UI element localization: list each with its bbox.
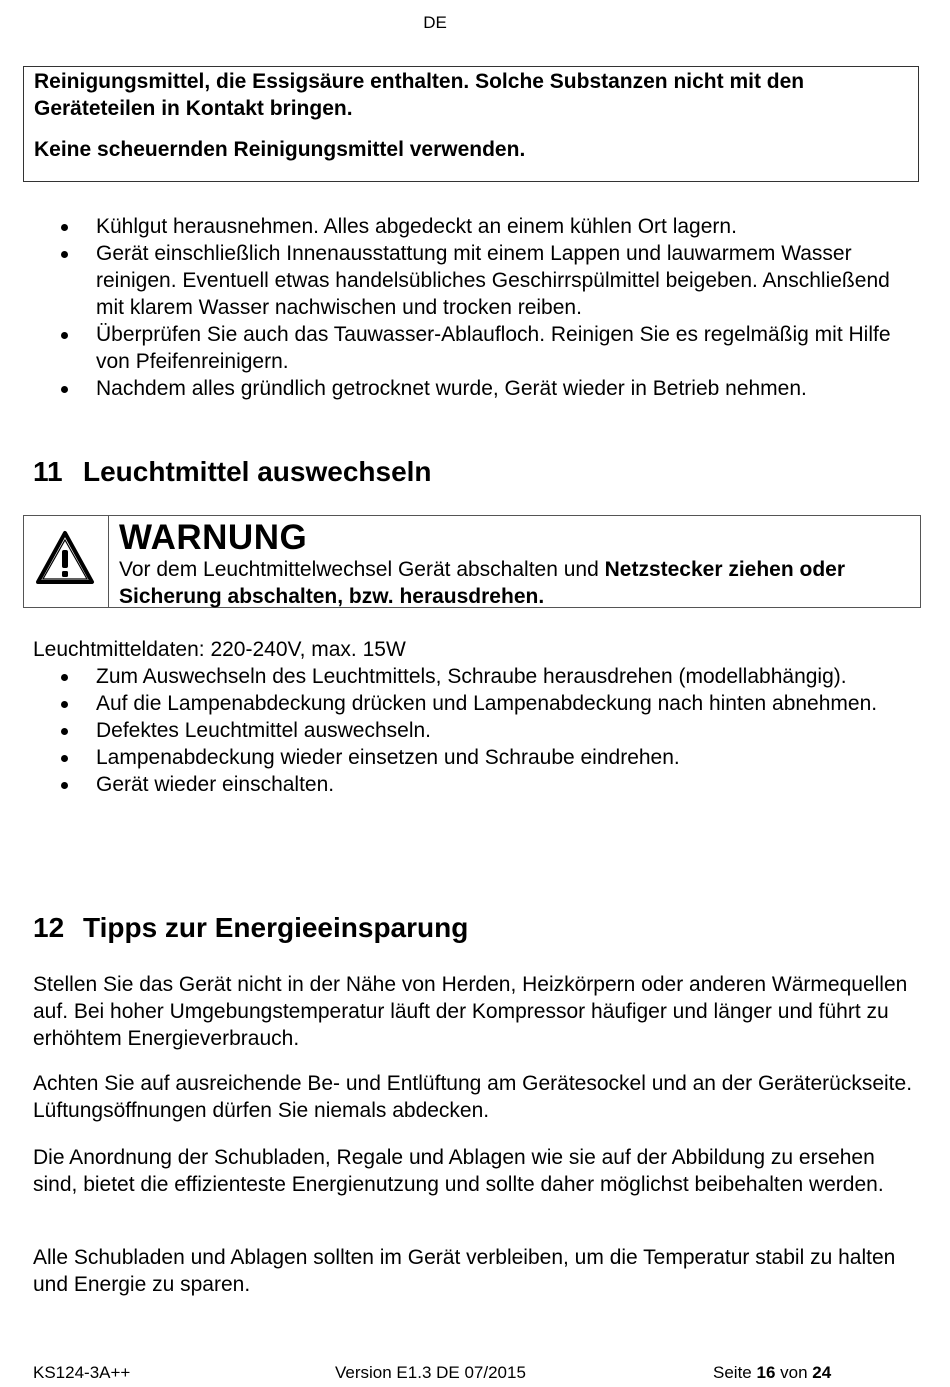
paragraph: Stellen Sie das Gerät nicht in der Nähe von Herden, Heizkörpern oder anderen Wärmequellen auf. Bei hoher Umgebungstemperatur läuft der Kompressor häufiger und länger und führt zu erhöhtem Energieverbrauch. [33, 973, 908, 1050]
list-item: Defektes Leuchtmittel auswechseln. [23, 717, 903, 744]
list-item: Zum Auswechseln des Leuchtmittels, Schraube herausdrehen (modellabhängig). [23, 663, 903, 690]
note-line-1: Reinigungsmittel, die Essigsäure enthalten. Solche Substanzen nicht mit den Geräteteilen in Kontakt bringen. [34, 70, 805, 120]
warning-box [23, 515, 921, 608]
section-11-heading [33, 455, 432, 489]
warning-icon-cell [24, 516, 109, 607]
section-number: 11 [33, 456, 63, 487]
page-language-header: DE [423, 13, 447, 32]
caution-note-box [23, 66, 919, 182]
note-line-2: Keine scheuernden Reinigungsmittel verwenden. [34, 138, 526, 161]
paragraph: Die Anordnung der Schubladen, Regale und Ablagen wie sie auf der Abbildung zu ersehen sind, bietet die effizienteste Energienutzung und sollte daher möglichst beibehalten werden. [33, 1146, 884, 1196]
warning-text-bold: Netzstecker ziehen oder Sicherung abschalten, bzw. herausdrehen. [119, 558, 846, 608]
footer-page-number [713, 1362, 831, 1384]
list-item: Gerät einschließlich Innenausstattung mit einem Lappen und lauwarmem Wasser reinigen. Eventuell etwas handelsübliches Geschirrspülmittel beigeben. Anschließend mit klarem Wasser nachwischen und trocken reiben. [23, 240, 923, 321]
list-item: Gerät wieder einschalten. [23, 771, 903, 798]
page-total: 24 [812, 1363, 832, 1382]
page-mid: von [775, 1363, 813, 1382]
warning-title: WARNUNG [119, 518, 308, 557]
list-item: Nachdem alles gründlich getrocknet wurde, Gerät wieder in Betrieb nehmen. [23, 375, 923, 402]
lamp-data: Leuchtmitteldaten: 220-240V, max. 15W [33, 638, 406, 661]
warning-text-plain: Vor dem Leuchtmittelwechsel Gerät abschalten und [119, 558, 605, 581]
list-item: Kühlgut herausnehmen. Alles abgedeckt an einem kühlen Ort lagern. [23, 213, 923, 240]
page-prefix: Seite [713, 1363, 757, 1382]
footer-version: Version E1.3 DE 07/2015 [335, 1363, 526, 1382]
page-current: 16 [756, 1363, 776, 1382]
warning-text [119, 556, 909, 610]
list-item: Überprüfen Sie auch das Tauwasser-Ablaufloch. Reinigen Sie es regelmäßig mit Hilfe von Pfeifenreinigern. [23, 321, 923, 375]
section-title: Leuchtmittel auswechseln [83, 456, 432, 487]
section-title: Tipps zur Energieeinsparung [83, 912, 469, 943]
paragraph: Alle Schubladen und Ablagen sollten im Gerät verbleiben, um die Temperatur stabil zu halten und Energie zu sparen. [33, 1246, 896, 1296]
list-item: Auf die Lampenabdeckung drücken und Lampenabdeckung nach hinten abnehmen. [23, 690, 903, 717]
section-12-heading [33, 911, 468, 945]
warning-triangle-icon [35, 530, 95, 586]
cleaning-steps-list [23, 213, 923, 402]
paragraph: Achten Sie auf ausreichende Be- und Entlüftung am Gerätesockel und an der Geräterückseite. Lüftungsöffnungen dürfen Sie niemals abdecken. [33, 1072, 913, 1122]
lamp-replacement-steps-list [23, 663, 903, 798]
footer-model: KS124-3A++ [33, 1363, 131, 1382]
list-item: Lampenabdeckung wieder einsetzen und Schraube eindrehen. [23, 744, 903, 771]
section-number: 12 [33, 912, 65, 943]
